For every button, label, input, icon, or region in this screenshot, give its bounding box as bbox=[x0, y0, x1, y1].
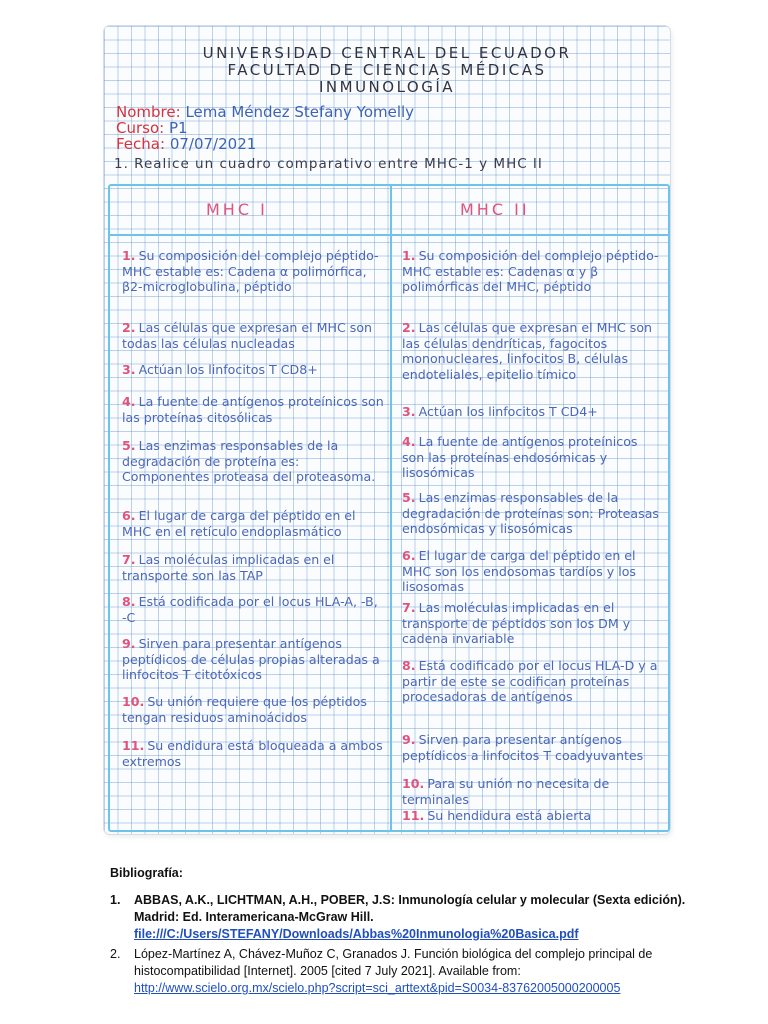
date-label: Fecha: bbox=[116, 135, 166, 153]
date-line bbox=[116, 136, 256, 153]
mhc1-item: 5. Las enzimas responsables de la degradación de proteína es: Componentes proteasa del proteasoma. bbox=[122, 438, 376, 484]
reference-link[interactable]: http://www.scielo.org.mx/scielo.php?script=sci_arttext&pid=S0034-83762005000200005 bbox=[134, 981, 621, 995]
mhc2-item: 8. Está codificado por el locus HLA-D y a partir de este se codifican proteínas procesadoras de antígenos bbox=[402, 658, 658, 704]
name-label: Nombre: bbox=[116, 103, 181, 121]
course-value: P1 bbox=[168, 119, 188, 137]
column-divider bbox=[390, 186, 392, 830]
scanned-notebook-page bbox=[104, 26, 670, 834]
mhc2-item: 4. La fuente de antígenos proteínicos son las proteínas endosómicas y lisosómicas bbox=[402, 434, 638, 480]
reference-text: López-Martínez A, Chávez-Muñoz C, Granados J. Función biológica del complejo principal de histocompatibilidad [Internet]. 2005 [cited 7 July 2021]. Available from: bbox=[134, 947, 653, 978]
mhc2-item: 2. Las células que expresan el MHC son las células dendríticas, fagocitos mononucleares, linfocitos B, células endoteliales, epitelio tímico bbox=[402, 320, 653, 382]
reference-text: ABBAS, A.K., LICHTMAN, A.H., POBER, J.S: Inmunología celular y molecular (Sexta edición). Madrid: Ed. Interamericana-McGraw Hill. bbox=[134, 893, 686, 924]
mhc1-item: 3. Actúan los linfocitos T CD8+ bbox=[122, 362, 318, 377]
university-title: UNIVERSIDAD CENTRAL DEL ECUADOR bbox=[202, 44, 572, 62]
faculty-title: FACULTAD DE CIENCIAS MÉDICAS bbox=[227, 61, 547, 79]
date-value: 07/07/2021 bbox=[169, 135, 257, 153]
mhc1-header: MHC I bbox=[206, 200, 268, 219]
mhc2-item: 6. El lugar de carga del péptido en el MHC son los endosomas tardíos y los lisosomas bbox=[402, 548, 636, 594]
reference-link[interactable]: file:///C:/Users/STEFANY/Downloads/Abbas%20Inmunologia%20Basica.pdf bbox=[134, 927, 579, 941]
comparison-table bbox=[108, 184, 670, 832]
mhc1-item: 8. Está codificada por el locus HLA-A, -B, -C bbox=[122, 594, 378, 625]
name-value: Lema Méndez Stefany Yomelly bbox=[185, 103, 415, 121]
mhc1-item: 7. Las moléculas implicadas en el transporte son las TAP bbox=[122, 552, 335, 583]
mhc1-item: 6. El lugar de carga del péptido en el MHC en el retículo endoplasmático bbox=[122, 508, 356, 539]
mhc2-item: 3. Actúan los linfocitos T CD4+ bbox=[402, 404, 598, 419]
course-label: Curso: bbox=[116, 119, 165, 137]
reference-item: 2. López-Martínez A, Chávez-Muñoz C, Granados J. Función biológica del complejo principal de histocompatibilidad [Internet]. 2005 [cited 7 July 2021]. Available from: http://www.scielo.org.mx/scielo.php?script=sci_arttext&pid=S0034-83762005000200005 bbox=[110, 947, 653, 995]
mhc1-item: 11. Su endidura está bloqueada a ambos extremos bbox=[122, 738, 383, 769]
mhc1-item: 9. Sirven para presentar antígenos peptídicos de células propias alteradas a linfocitos T citotóxicos bbox=[122, 636, 380, 682]
mhc2-header: MHC II bbox=[460, 200, 530, 219]
mhc2-item: 9. Sirven para presentar antígenos peptídicos a linfocitos T coadyuvantes bbox=[402, 732, 644, 763]
header-divider bbox=[110, 234, 668, 236]
mhc1-item: 4. La fuente de antígenos proteínicos son las proteínas citosólicas bbox=[122, 394, 384, 425]
mhc1-item: 1. Su composición del complejo péptido-MHC estable es: Cadena α polimórfica, β2-microglobulina, péptido bbox=[122, 248, 379, 294]
reference-item: 1. ABBAS, A.K., LICHTMAN, A.H., POBER, J.S: Inmunología celular y molecular (Sexta edición). Madrid: Ed. Interamericana-McGraw Hill. file:///C:/Users/STEFANY/Downloads/Abbas%20Inmunologia%20Basica.pdf bbox=[110, 893, 686, 941]
bibliography-title: Bibliografía: bbox=[110, 866, 183, 880]
mhc2-item: 10. Para su unión no necesita de terminales bbox=[402, 776, 610, 807]
mhc2-item: 7. Las moléculas implicadas en el transporte de péptidos son los DM y cadena invariable bbox=[402, 600, 631, 646]
mhc2-item: 11. Su hendidura está abierta bbox=[402, 808, 592, 823]
subject-title: INMUNOLOGÍA bbox=[318, 78, 456, 96]
mhc1-item: 2. Las células que expresan el MHC son todas las células nucleadas bbox=[122, 320, 373, 351]
question-text: 1. Realice un cuadro comparativo entre MHC-1 y MHC II bbox=[114, 156, 543, 172]
mhc2-item: 1. Su composición del complejo péptido-MHC estable es: Cadenas α y β polimórficas del MHC, péptido bbox=[402, 248, 659, 294]
mhc1-item: 10. Su unión requiere que los péptidos tengan residuos aminoácidos bbox=[122, 694, 367, 725]
mhc2-item: 5. Las enzimas responsables de la degradación de proteínas son: Proteasas endosómicas y lisosómicas bbox=[402, 490, 659, 536]
bibliography-section bbox=[110, 866, 686, 995]
